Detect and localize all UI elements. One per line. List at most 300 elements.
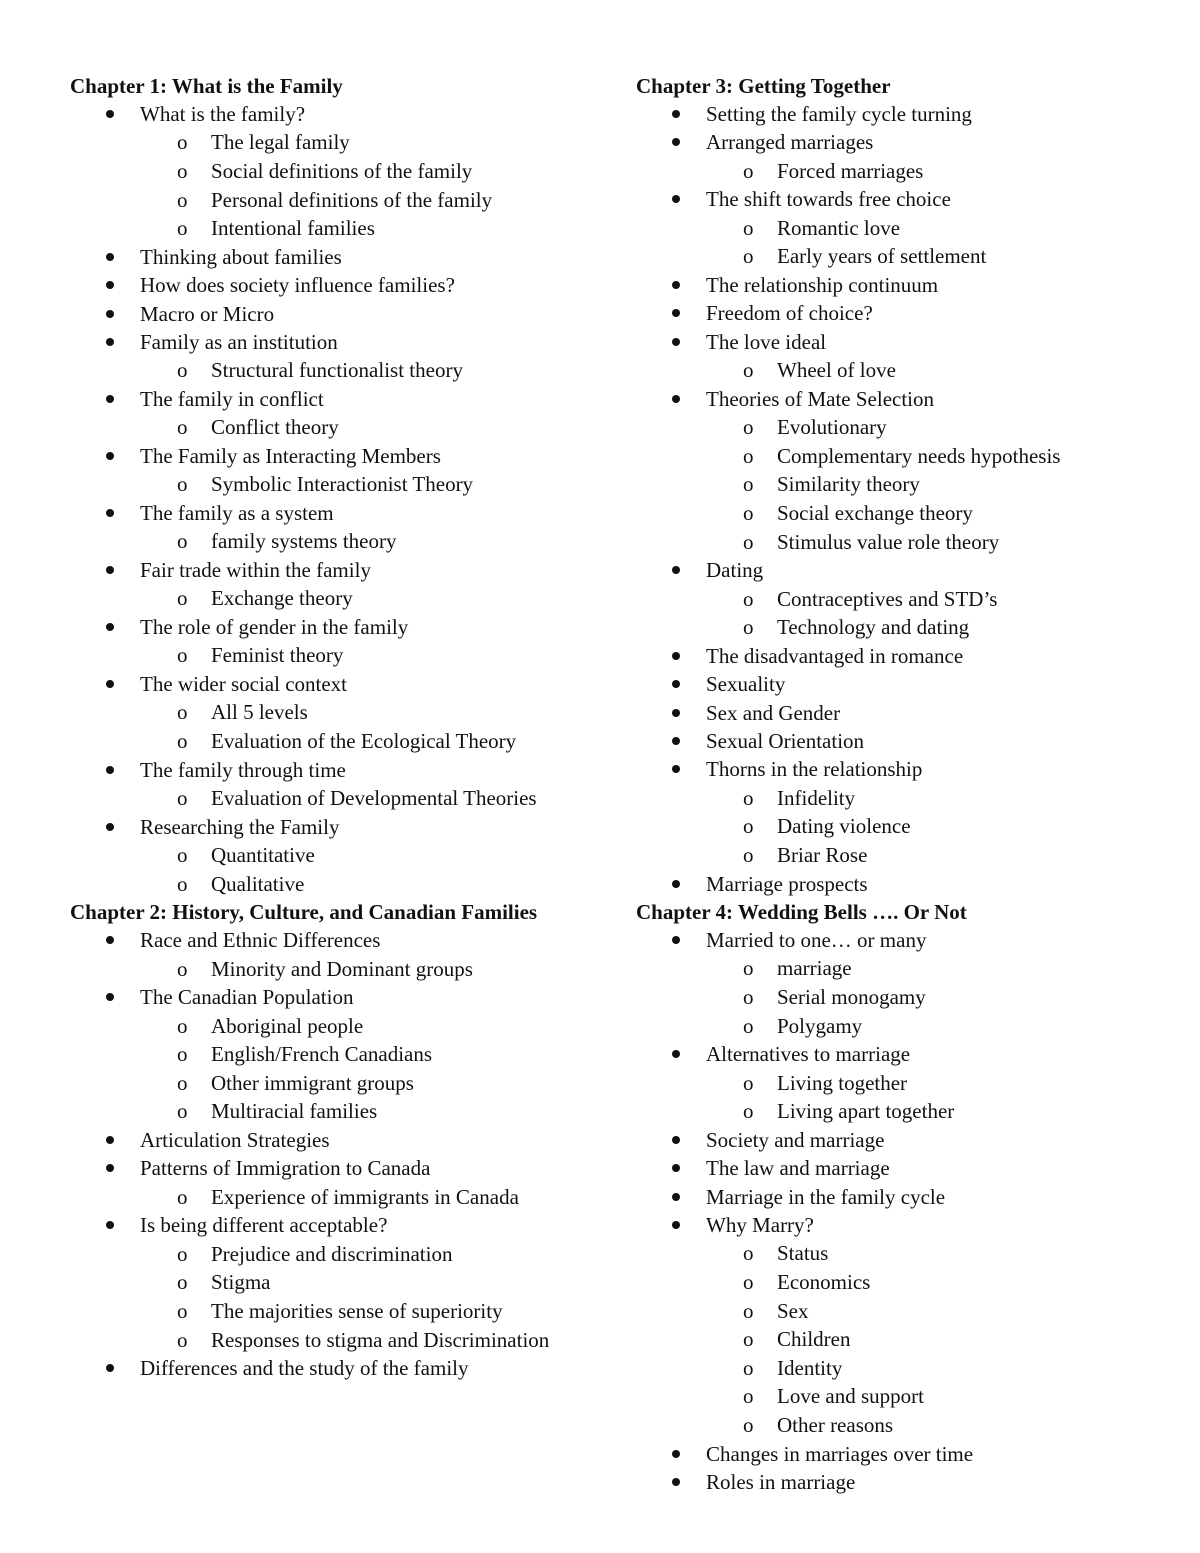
list-item-row <box>636 642 1106 670</box>
list-item-row <box>636 328 1106 356</box>
list-item-text: Thorns in the relationship <box>706 757 923 782</box>
sub-list-item <box>636 1297 1106 1326</box>
sub-list-item-text: Children <box>777 1327 851 1352</box>
list-item <box>636 271 1106 299</box>
list-item-row <box>70 926 566 954</box>
sub-list-item-text: Qualitative <box>211 871 305 896</box>
list-item <box>636 100 1106 128</box>
sub-list-item <box>70 186 566 215</box>
sub-topic-list <box>70 527 566 556</box>
list-item <box>70 100 566 243</box>
list-item-text: Why Marry? <box>706 1213 814 1237</box>
bullet-dot-icon <box>672 281 680 289</box>
list-item <box>70 1126 566 1154</box>
sub-list-item <box>636 841 1106 870</box>
list-item-row <box>70 756 566 784</box>
sub-list-item <box>70 1069 566 1098</box>
sub-bullet-circle-icon: o <box>743 529 754 554</box>
sub-bullet-circle-icon: o <box>743 358 754 383</box>
list-item <box>636 128 1106 185</box>
chapter-section <box>636 72 1106 898</box>
sub-topic-list <box>70 128 566 242</box>
list-item <box>636 727 1106 755</box>
chapter-title: Chapter 4: Wedding Bells …. Or Not <box>636 900 967 924</box>
sub-bullet-circle-icon: o <box>743 615 754 640</box>
list-item-text: Sexuality <box>706 672 786 697</box>
list-item-text: The family as a system <box>140 501 334 525</box>
bullet-dot-icon <box>106 452 114 460</box>
list-item-row <box>636 699 1106 727</box>
bullet-dot-icon <box>672 1478 680 1486</box>
sub-topic-list <box>70 1240 566 1354</box>
sub-list-item <box>636 613 1106 642</box>
sub-list-item <box>636 1382 1106 1411</box>
bullet-dot-icon <box>106 680 114 688</box>
bullet-dot-icon <box>106 338 114 346</box>
list-item-text: Race and Ethnic Differences <box>140 928 381 953</box>
list-item <box>70 756 566 813</box>
sub-list-item-text: Contraceptives and STD’s <box>777 586 998 611</box>
sub-bullet-circle-icon: o <box>177 871 188 896</box>
sub-list-item-text: Structural functionalist theory <box>211 358 463 383</box>
sub-list-item <box>70 870 566 899</box>
sub-list-item-text: Living apart together <box>777 1099 955 1124</box>
sub-topic-list <box>636 214 1106 271</box>
list-item-text: Society and marriage <box>706 1127 885 1152</box>
bullet-dot-icon <box>672 566 680 574</box>
sub-list-item <box>70 1183 566 1212</box>
sub-topic-list <box>636 1239 1106 1439</box>
list-item-row <box>636 670 1106 698</box>
sub-topic-list <box>70 698 566 755</box>
sub-topic-list <box>70 584 566 613</box>
list-item <box>636 1183 1106 1211</box>
list-item-text: Thinking about families <box>140 244 342 269</box>
list-item-row <box>70 300 566 328</box>
sub-bullet-circle-icon: o <box>743 1070 754 1095</box>
sub-bullet-circle-icon: o <box>177 786 188 810</box>
list-item <box>70 499 566 556</box>
list-item-row <box>70 271 566 299</box>
sub-list-item-text: The legal family <box>211 130 350 155</box>
sub-list-item-text: Minority and Dominant groups <box>211 956 473 981</box>
sub-list-item <box>636 242 1106 271</box>
list-item-text: Macro or Micro <box>140 301 275 326</box>
list-item-text: The Family as Interacting Members <box>140 444 441 468</box>
list-item <box>70 926 566 983</box>
sub-list-item-text: Intentional families <box>211 216 375 241</box>
list-item-row <box>636 1468 1106 1496</box>
sub-bullet-circle-icon: o <box>743 1298 754 1323</box>
sub-list-item-text: Infidelity <box>777 785 856 810</box>
bullet-dot-icon <box>672 1450 680 1458</box>
bullet-dot-icon <box>672 1164 680 1172</box>
sub-list-item <box>70 1040 566 1069</box>
sub-list-item <box>636 499 1106 528</box>
list-item-row <box>70 983 566 1011</box>
topic-list <box>636 926 1106 1496</box>
sub-list-item-text: Aboriginal people <box>211 1013 364 1038</box>
sub-list-item <box>70 841 566 870</box>
bullet-dot-icon <box>106 623 114 631</box>
sub-topic-list <box>70 1183 566 1212</box>
sub-bullet-circle-icon: o <box>743 1355 754 1380</box>
list-item-text: Marriage prospects <box>706 871 868 896</box>
sub-list-item-text: Identity <box>777 1355 843 1380</box>
list-item-text: Marriage in the family cycle <box>706 1184 946 1209</box>
sub-list-item <box>636 470 1106 499</box>
sub-list-item-text: Symbolic Interactionist Theory <box>211 472 474 497</box>
sub-list-item-text: Personal definitions of the family <box>211 187 493 212</box>
sub-list-item <box>636 1012 1106 1041</box>
bullet-dot-icon <box>106 395 114 403</box>
sub-list-item <box>636 983 1106 1012</box>
bullet-dot-icon <box>672 110 680 118</box>
sub-bullet-circle-icon: o <box>177 843 188 867</box>
list-item-row <box>70 243 566 271</box>
bullet-dot-icon <box>106 566 114 574</box>
list-item-text: Differences and the study of the family <box>140 1356 469 1381</box>
sub-bullet-circle-icon: o <box>177 586 188 611</box>
sub-bullet-circle-icon: o <box>177 1327 188 1352</box>
sub-bullet-circle-icon: o <box>177 1241 188 1266</box>
sub-list-item <box>70 727 566 756</box>
sub-list-item-text: Evaluation of the Ecological Theory <box>211 729 517 753</box>
sub-list-item-text: English/French Canadians <box>211 1042 433 1067</box>
list-item-row <box>636 727 1106 755</box>
list-item-text: Dating <box>706 558 764 583</box>
list-item-row <box>636 385 1106 413</box>
sub-topic-list <box>70 356 566 385</box>
sub-bullet-circle-icon: o <box>177 130 188 155</box>
list-item-row <box>70 813 566 841</box>
sub-list-item <box>636 1268 1106 1297</box>
sub-bullet-circle-icon: o <box>177 643 188 668</box>
sub-bullet-circle-icon: o <box>177 187 188 212</box>
chapter-section <box>636 898 1106 1496</box>
sub-bullet-circle-icon: o <box>177 1270 188 1295</box>
list-item-text: The relationship continuum <box>706 273 939 297</box>
sub-list-item-text: Other reasons <box>777 1412 894 1437</box>
list-item-row <box>636 185 1106 213</box>
sub-list-item <box>636 356 1106 385</box>
bullet-dot-icon <box>672 1050 680 1058</box>
sub-topic-list <box>70 641 566 670</box>
sub-bullet-circle-icon: o <box>743 586 754 611</box>
sub-list-item <box>70 214 566 243</box>
sub-list-item-text: Conflict theory <box>211 415 339 440</box>
list-item-text: The love ideal <box>706 329 827 354</box>
sub-bullet-circle-icon: o <box>177 415 188 440</box>
list-item <box>70 1154 566 1211</box>
list-item <box>70 328 566 385</box>
sub-bullet-circle-icon: o <box>177 159 188 183</box>
sub-topic-list <box>636 413 1106 556</box>
sub-list-item <box>636 1097 1106 1126</box>
chapter-title: Chapter 2: History, Culture, and Canadian Families <box>70 900 538 925</box>
list-item <box>70 300 566 328</box>
sub-list-item <box>70 784 566 813</box>
list-item <box>636 699 1106 727</box>
sub-topic-list <box>70 413 566 442</box>
sub-bullet-circle-icon: o <box>177 472 188 497</box>
list-item <box>70 983 566 1126</box>
list-item-row <box>70 1354 566 1382</box>
list-item-text: The law and marriage <box>706 1156 890 1181</box>
list-item-text: Sexual Orientation <box>706 729 865 753</box>
bullet-dot-icon <box>672 737 680 745</box>
sub-list-item <box>636 954 1106 983</box>
sub-bullet-circle-icon: o <box>743 1327 754 1352</box>
list-item-text: The Canadian Population <box>140 985 354 1010</box>
sub-list-item <box>70 1297 566 1326</box>
sub-list-item-text: Social definitions of the family <box>211 159 473 183</box>
list-item-row <box>636 1040 1106 1068</box>
sub-list-item <box>636 214 1106 243</box>
list-item-row <box>70 1126 566 1154</box>
list-item <box>70 442 566 499</box>
sub-list-item <box>636 1239 1106 1268</box>
sub-list-item-text: Wheel of love <box>777 358 896 383</box>
list-item-text: Roles in marriage <box>706 1469 856 1494</box>
sub-list-item-text: Multiracial families <box>211 1099 378 1124</box>
list-item-row <box>70 613 566 641</box>
sub-list-item-text: Social exchange theory <box>777 501 973 525</box>
bullet-dot-icon <box>672 1221 680 1229</box>
sub-list-item-text: Economics <box>777 1270 871 1294</box>
list-item <box>70 1211 566 1354</box>
sub-list-item-text: Living together <box>777 1070 908 1095</box>
sub-bullet-circle-icon: o <box>177 956 188 981</box>
sub-bullet-circle-icon: o <box>177 1070 188 1095</box>
list-item-text: Articulation Strategies <box>140 1127 330 1152</box>
right-column <box>636 72 1106 1496</box>
list-item-text: Patterns of Immigration to Canada <box>140 1156 431 1181</box>
list-item-text: Fair trade within the family <box>140 558 371 582</box>
sub-topic-list <box>636 954 1106 1040</box>
list-item-row <box>70 556 566 584</box>
bullet-dot-icon <box>672 652 680 660</box>
list-item-row <box>70 328 566 356</box>
sub-list-item-text: Love and support <box>777 1384 924 1409</box>
list-item-row <box>70 385 566 413</box>
sub-list-item <box>636 413 1106 442</box>
list-item <box>70 556 566 613</box>
list-item-row <box>636 100 1106 128</box>
sub-list-item-text: Romantic love <box>777 215 901 240</box>
bullet-dot-icon <box>672 680 680 688</box>
chapter-section <box>70 72 566 898</box>
list-item <box>636 1211 1106 1440</box>
list-item-row <box>636 1440 1106 1468</box>
sub-list-item <box>70 698 566 727</box>
list-item <box>70 243 566 271</box>
bullet-dot-icon <box>106 936 114 944</box>
sub-list-item-text: Polygamy <box>777 1013 863 1038</box>
list-item <box>636 1126 1106 1154</box>
list-item-row <box>636 271 1106 299</box>
sub-bullet-circle-icon: o <box>743 501 754 525</box>
sub-list-item <box>70 584 566 613</box>
sub-list-item-text: Responses to stigma and Discrimination <box>211 1327 550 1352</box>
sub-list-item-text: Serial monogamy <box>777 985 926 1009</box>
list-item <box>70 670 566 756</box>
sub-topic-list <box>636 1069 1106 1126</box>
sub-bullet-circle-icon: o <box>743 1013 754 1038</box>
sub-list-item <box>70 1240 566 1269</box>
bullet-dot-icon <box>106 993 114 1001</box>
sub-list-item <box>636 528 1106 557</box>
list-item-row <box>636 1183 1106 1211</box>
sub-topic-list <box>636 784 1106 870</box>
list-item <box>636 642 1106 670</box>
list-item <box>636 1440 1106 1468</box>
sub-list-item <box>70 1326 566 1355</box>
sub-list-item-text: Complementary needs hypothesis <box>777 443 1061 468</box>
sub-topic-list <box>70 470 566 499</box>
list-item <box>636 328 1106 385</box>
left-column <box>70 72 566 1383</box>
bullet-dot-icon <box>672 138 680 146</box>
sub-bullet-circle-icon: o <box>743 472 754 497</box>
list-item <box>70 613 566 670</box>
bullet-dot-icon <box>672 1136 680 1144</box>
list-item-row <box>636 1154 1106 1182</box>
sub-list-item <box>70 470 566 499</box>
list-item <box>636 299 1106 327</box>
list-item <box>70 385 566 442</box>
chapter-title: Chapter 1: What is the Family <box>70 74 343 98</box>
sub-bullet-circle-icon: o <box>743 1099 754 1124</box>
list-item-row <box>70 442 566 470</box>
sub-list-item-text: Evaluation of Developmental Theories <box>211 786 537 810</box>
sub-list-item <box>636 585 1106 614</box>
bullet-dot-icon <box>672 765 680 773</box>
bullet-dot-icon <box>106 1164 114 1172</box>
list-item-text: The shift towards free choice <box>706 187 951 212</box>
list-item-row <box>70 100 566 128</box>
sub-bullet-circle-icon: o <box>177 1298 188 1323</box>
sub-bullet-circle-icon: o <box>743 843 754 867</box>
list-item-text: Family as an institution <box>140 330 338 354</box>
bullet-dot-icon <box>106 766 114 774</box>
list-item <box>636 870 1106 898</box>
sub-topic-list <box>70 1012 566 1126</box>
list-item <box>70 271 566 299</box>
list-item <box>70 813 566 899</box>
list-item-row <box>70 499 566 527</box>
sub-bullet-circle-icon: o <box>177 1184 188 1209</box>
sub-bullet-circle-icon: o <box>177 216 188 241</box>
sub-bullet-circle-icon: o <box>177 1042 188 1067</box>
sub-list-item-text: Other immigrant groups <box>211 1070 414 1095</box>
chapter-section <box>70 898 566 1382</box>
sub-list-item-text: family systems theory <box>211 529 397 554</box>
sub-list-item-text: Feminist theory <box>211 643 344 668</box>
topic-list <box>636 100 1106 898</box>
sub-list-item-text: Prejudice and discrimination <box>211 1241 453 1266</box>
sub-bullet-circle-icon: o <box>743 1412 754 1437</box>
list-item-row <box>636 299 1106 327</box>
list-item-row <box>70 1211 566 1239</box>
list-item <box>636 185 1106 271</box>
sub-bullet-circle-icon: o <box>177 1013 188 1038</box>
list-item-text: Researching the Family <box>140 814 340 839</box>
bullet-dot-icon <box>672 709 680 717</box>
list-item-text: How does society influence families? <box>140 273 455 298</box>
sub-bullet-circle-icon: o <box>743 215 754 240</box>
bullet-dot-icon <box>106 1136 114 1144</box>
bullet-dot-icon <box>106 509 114 517</box>
list-item-text: The family through time <box>140 757 346 782</box>
bullet-dot-icon <box>106 253 114 261</box>
sub-bullet-circle-icon: o <box>743 1241 754 1266</box>
sub-list-item-text: Status <box>777 1241 829 1266</box>
bullet-dot-icon <box>672 195 680 203</box>
sub-list-item-text: Quantitative <box>211 843 315 867</box>
sub-list-item <box>70 1097 566 1126</box>
list-item-text: The family in conflict <box>140 387 324 411</box>
sub-topic-list <box>70 841 566 898</box>
list-item-text: Sex and Gender <box>706 700 841 725</box>
sub-bullet-circle-icon: o <box>177 358 188 383</box>
topic-list <box>70 926 566 1382</box>
sub-bullet-circle-icon: o <box>743 1384 754 1409</box>
bullet-dot-icon <box>672 936 680 944</box>
sub-list-item <box>636 784 1106 813</box>
list-item-text: The wider social context <box>140 672 348 696</box>
sub-list-item-text: The majorities sense of superiority <box>211 1298 503 1323</box>
sub-list-item <box>70 128 566 157</box>
sub-list-item <box>636 1354 1106 1383</box>
sub-list-item-text: Sex <box>777 1298 809 1323</box>
list-item-row <box>636 926 1106 954</box>
sub-topic-list <box>636 157 1106 186</box>
sub-bullet-circle-icon: o <box>177 529 188 554</box>
sub-bullet-circle-icon: o <box>743 244 754 269</box>
sub-list-item-text: Early years of settlement <box>777 244 987 269</box>
sub-list-item <box>636 1069 1106 1098</box>
bullet-dot-icon <box>672 338 680 346</box>
sub-topic-list <box>70 784 566 813</box>
sub-list-item-text: Stimulus value role theory <box>777 529 1000 554</box>
list-item-text: Arranged marriages <box>706 130 874 155</box>
list-item <box>636 1468 1106 1496</box>
list-item <box>636 670 1106 698</box>
sub-list-item <box>70 1012 566 1041</box>
sub-bullet-circle-icon: o <box>177 1099 188 1124</box>
sub-list-item <box>636 812 1106 841</box>
list-item-text: Changes in marriages over time <box>706 1441 974 1466</box>
sub-list-item-text: Stigma <box>211 1270 271 1295</box>
sub-list-item <box>70 1268 566 1297</box>
list-item-text: The disadvantaged in romance <box>706 643 964 668</box>
sub-list-item-text: Dating violence <box>777 814 911 839</box>
list-item-row <box>70 1154 566 1182</box>
list-item-text: Theories of Mate Selection <box>706 386 935 411</box>
sub-list-item <box>70 356 566 385</box>
list-item <box>636 1040 1106 1126</box>
list-item-row <box>636 128 1106 156</box>
sub-list-item-text: Exchange theory <box>211 586 353 611</box>
sub-list-item-text: Forced marriages <box>777 158 924 183</box>
sub-bullet-circle-icon: o <box>743 1270 754 1294</box>
list-item-text: The role of gender in the family <box>140 615 409 639</box>
list-item-text: Is being different acceptable? <box>140 1213 388 1238</box>
sub-bullet-circle-icon: o <box>743 785 754 810</box>
list-item-row <box>636 1211 1106 1239</box>
bullet-dot-icon <box>106 1364 114 1372</box>
